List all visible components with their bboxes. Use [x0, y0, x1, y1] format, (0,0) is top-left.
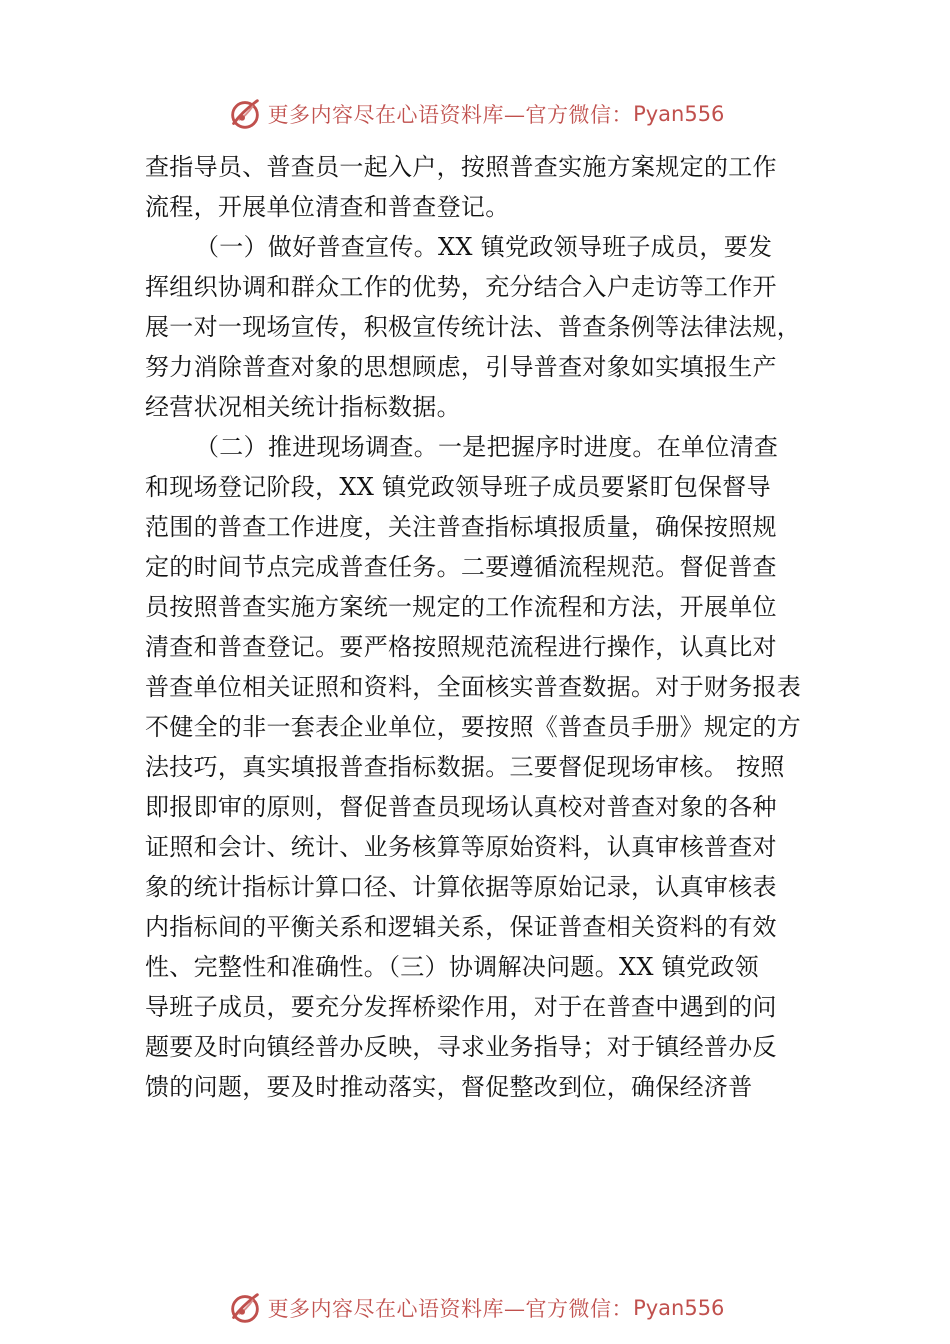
body-line: 性、完整性和准确性。（三）协调解决问题。XX 镇党政领: [145, 953, 759, 981]
body-line: 清查和普查登记。要严格按照规范流程进行操作，认真比对: [145, 633, 777, 661]
header-watermark: [0, 92, 950, 136]
body-line: 流程，开展单位清查和普查登记。: [145, 193, 510, 221]
body-line: 努力消除普查对象的思想顾虑，引导普查对象如实填报生产: [145, 353, 777, 381]
body-line: 导班子成员，要充分发挥桥梁作用，对于在普查中遇到的问: [145, 993, 777, 1021]
body-line: 象的统计指标计算口径、计算依据等原始记录，认真审核表: [145, 873, 777, 901]
body-line: 范围的普查工作进度，关注普查指标填报质量，确保按照规: [145, 513, 777, 541]
body-line: 和现场登记阶段，XX 镇党政领导班子成员要紧盯包保督导: [145, 473, 771, 501]
body-line: 查指导员、普查员一起入户，按照普查实施方案规定的工作: [145, 153, 777, 181]
body-line: 即报即审的原则，督促普查员现场认真校对普查对象的各种: [145, 793, 777, 821]
document-body: [145, 147, 813, 1107]
body-line: 不健全的非一套表企业单位，要按照《普查员手册》规定的方: [145, 713, 802, 741]
watermark-text: 更多内容尽在心语资料库—官方微信：: [267, 103, 634, 127]
ring-scroll-logo-icon: [226, 1289, 264, 1327]
watermark-handle: Pyan556: [633, 1296, 725, 1320]
body-line: 题要及时向镇经普办反映，寻求业务指导；对于镇经普办反: [145, 1033, 777, 1061]
body-line: 馈的问题，要及时推动落实，督促整改到位，确保经济普: [145, 1073, 753, 1101]
footer-watermark: [0, 1286, 950, 1330]
watermark-handle: Pyan556: [633, 102, 725, 126]
body-line: 证照和会计、统计、业务核算等原始资料，认真审核普查对: [145, 833, 777, 861]
body-line: 员按照普查实施方案统一规定的工作流程和方法，开展单位: [145, 593, 777, 621]
body-line: 挥组织协调和群众工作的优势，充分结合入户走访等工作开: [145, 273, 777, 301]
body-line: 法技巧，真实填报普查指标数据。三要督促现场审核。 按照: [145, 753, 785, 781]
body-line: 内指标间的平衡关系和逻辑关系，保证普查相关资料的有效: [145, 913, 777, 941]
body-line: 定的时间节点完成普查任务。二要遵循流程规范。督促普查: [145, 553, 777, 581]
body-line: 展一对一现场宣传，积极宣传统计法、普查条例等法律法规，: [145, 313, 802, 341]
body-line: （二）推进现场调查。一是把握序时进度。在单位清查: [195, 433, 779, 461]
body-line: 普查单位相关证照和资料，全面核实普查数据。对于财务报表: [145, 673, 802, 701]
body-line: （一）做好普查宣传。XX 镇党政领导班子成员，要发: [195, 233, 773, 261]
watermark-text: 更多内容尽在心语资料库—官方微信：: [267, 1297, 634, 1321]
ring-scroll-logo-icon: [226, 95, 264, 133]
body-line: 经营状况相关统计指标数据。: [145, 393, 461, 421]
